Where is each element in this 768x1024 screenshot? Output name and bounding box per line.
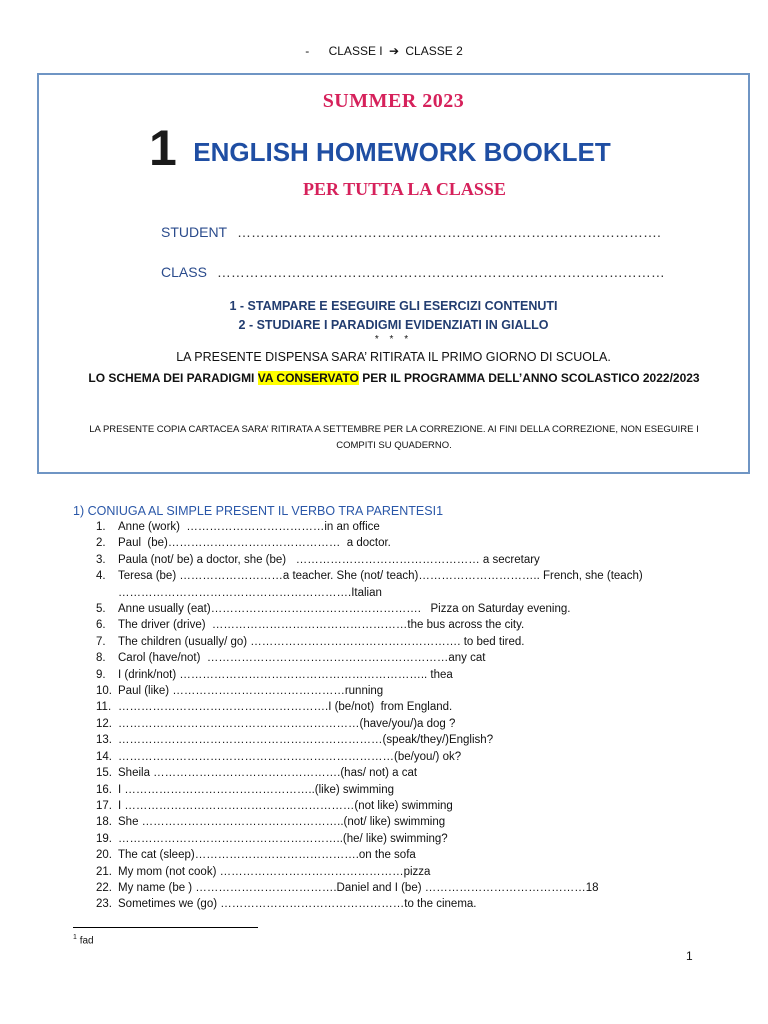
exercise-item-number: 16.	[96, 783, 112, 796]
exercise-item-text: I …………………………………………..(like) swimming	[118, 783, 395, 796]
student-field	[161, 224, 661, 240]
header-to-class: CLASSE 2	[405, 44, 463, 58]
exercise-item	[96, 880, 736, 896]
exercise-item-number: 13.	[96, 734, 112, 747]
footnote-text: fad	[79, 935, 94, 947]
exercise-title: 1) CONIUGA AL SIMPLE PRESENT IL VERBO TRA PARENTESI1	[73, 504, 444, 518]
exercise-item-number: 4.	[96, 570, 106, 583]
exercise-item-text: My mom (not cook) …………………………………………pizza	[118, 865, 431, 878]
exercise-item	[96, 798, 736, 814]
booklet-title-row	[149, 119, 611, 177]
exercise-item	[96, 896, 736, 912]
exercise-item-text: The driver (drive) ……………………………………………the bus across the city.	[118, 619, 525, 632]
exercise-item	[96, 519, 736, 535]
exercise-item-text: Carol (have/not) ………………………………………………………any cat	[118, 652, 486, 665]
exercise-item-text: I (drink/not) ……………………………………………………….. thea	[118, 668, 453, 681]
paper-copy-notice: LA PRESENTE COPIA CARTACEA SARA’ RITIRATA A SETTEMBRE PER LA CORREZIONE. AI FINI DELLA CORREZIONE, NON ESEGUIRE I COMPITI SU QUADERNO.	[89, 424, 699, 451]
exercise-item-text: Anne usually (eat)………………………………………………. Pizza on Saturday evening.	[118, 603, 571, 616]
exercise-item-number: 7.	[96, 635, 106, 648]
footnote-mark: 1	[73, 934, 77, 941]
exercise-item-text: Paul (be)……………………………………… a doctor.	[118, 537, 391, 550]
exercise-item	[96, 617, 736, 633]
exercise-item-number: 12.	[96, 717, 112, 730]
booklet-number: 1	[149, 120, 177, 176]
exercise-item-text: Paula (not/ be) a doctor, she (be) ………………………………………… a secretary	[118, 553, 540, 566]
exercise-item-number: 11.	[96, 701, 112, 714]
exercise-item-number: 5.	[96, 603, 106, 616]
exercise-item	[96, 667, 736, 683]
exercise-item-text: Sheila ………………………………………….(has/ not) a cat	[118, 767, 418, 780]
class-label: CLASS	[161, 264, 207, 280]
exercise-item-number: 22.	[96, 881, 112, 894]
cover-box	[37, 73, 750, 474]
exercise-item-number: 20.	[96, 849, 112, 862]
exercise-item-text: ………………………………………………………(have/you/)a dog ?	[118, 717, 456, 730]
collection-notice: LA PRESENTE DISPENSA SARA’ RITIRATA IL PRIMO GIORNO DI SCUOLA.	[176, 350, 611, 364]
paradigm-notice-start: LO SCHEMA DEI PARADIGMI	[88, 371, 258, 385]
instruction-study: 2 - STUDIARE I PARADIGMI EVIDENZIATI IN GIALLO	[238, 318, 549, 332]
exercise-item-number: 21.	[96, 865, 112, 878]
exercise-item	[96, 601, 736, 617]
exercise-item-text: She ……………………………………………..(not/ like) swimming	[118, 816, 446, 829]
exercise-item-text: I ……………………………………………………(not like) swimming	[118, 799, 453, 812]
exercise-item-number: 10.	[96, 685, 112, 698]
exercise-item-text: Sometimes we (go) …………………………………………to the cinema.	[118, 898, 477, 911]
exercise-item-number: 17.	[96, 799, 112, 812]
exercise-item-text: ………………………………………………………………(be/you/) ok?	[118, 750, 462, 763]
exercise-item-number: 6.	[96, 619, 106, 632]
exercise-item-text: Teresa (be) ………………………a teacher. She (not/ teach)………………………….. French, she (teach) …………………………………………………….Italian	[118, 570, 643, 599]
exercise-item-text: Paul (like) ………………………………………running	[118, 685, 384, 698]
exercise-item-text: Anne (work) ………………………………in an office	[118, 521, 380, 533]
exercise-item	[96, 650, 736, 666]
instruction-print: 1 - STAMPARE E ESEGUIRE GLI ESERCIZI CONTENUTI	[229, 299, 558, 313]
booklet-subtitle: PER TUTTA LA CLASSE	[303, 179, 506, 199]
class-field	[161, 264, 665, 280]
exercise-item	[96, 716, 736, 732]
class-fill-line: ……………………………………………………………………………………	[216, 264, 665, 280]
exercise-item-number: 3.	[96, 553, 106, 566]
exercise-item-number: 2.	[96, 537, 106, 550]
separator-stars: * * *	[374, 334, 413, 345]
arrow-right-icon: ➔	[388, 44, 400, 58]
summer-title: SUMMER 2023	[322, 90, 465, 112]
exercise-item	[96, 634, 736, 650]
booklet-title: ENGLISH HOMEWORK BOOKLET	[193, 137, 611, 167]
exercise-item-text: The children (usually/ go) ………………………………………………. to bed tired.	[118, 635, 525, 648]
exercise-item-number: 8.	[96, 652, 106, 665]
exercise-item	[96, 864, 736, 880]
exercise-item-number: 18.	[96, 816, 112, 829]
paradigm-notice	[79, 370, 709, 387]
exercise-item-number: 19.	[96, 832, 112, 845]
header-dash: -	[305, 44, 310, 58]
exercise-item-number: 14.	[96, 750, 112, 763]
student-label: STUDENT	[161, 224, 228, 240]
exercise-list	[96, 519, 736, 913]
exercise-item-number: 1.	[96, 521, 106, 533]
header-from-class: CLASSE I	[328, 44, 383, 58]
exercise-item	[96, 749, 736, 765]
exercise-item-number: 9.	[96, 668, 106, 681]
exercise-item-text: My name (be ) ……………………………….Daniel and I (be) ……………………………………18	[118, 881, 599, 894]
exercise-item	[96, 732, 736, 748]
exercise-item	[96, 765, 736, 781]
exercise-item	[96, 683, 736, 699]
exercise-item-text: …………………………………………………..(he/ like) swimming?	[118, 832, 448, 845]
footnote	[73, 934, 94, 946]
document-header	[0, 44, 768, 58]
exercise-item	[96, 699, 736, 715]
paradigm-notice-highlight: VA CONSERVATO	[257, 371, 359, 385]
exercise-item	[96, 552, 736, 568]
exercise-item	[96, 782, 736, 798]
student-fill-line: ……………………………………………………………………………….	[237, 224, 661, 240]
exercise-item-text: ……………………………………………………………(speak/they/)English?	[118, 734, 494, 747]
page-number: 1	[686, 949, 693, 963]
exercise-item-text: The cat (sleep)…………………………………….on the sofa	[118, 849, 416, 862]
paradigm-notice-end: PER IL PROGRAMMA DELL’ANNO SCOLASTICO 2022/2023	[358, 371, 700, 385]
exercise-item	[96, 535, 736, 551]
exercise-item	[96, 814, 736, 830]
exercise-item	[96, 831, 736, 847]
exercise-item-number: 15.	[96, 767, 112, 780]
exercise-item	[96, 847, 736, 863]
exercise-item	[96, 568, 736, 601]
footnote-divider	[73, 927, 258, 928]
exercise-item-text: ……………………………………………….I (be/not) from England.	[118, 701, 453, 714]
exercise-item-number: 23.	[96, 898, 112, 911]
